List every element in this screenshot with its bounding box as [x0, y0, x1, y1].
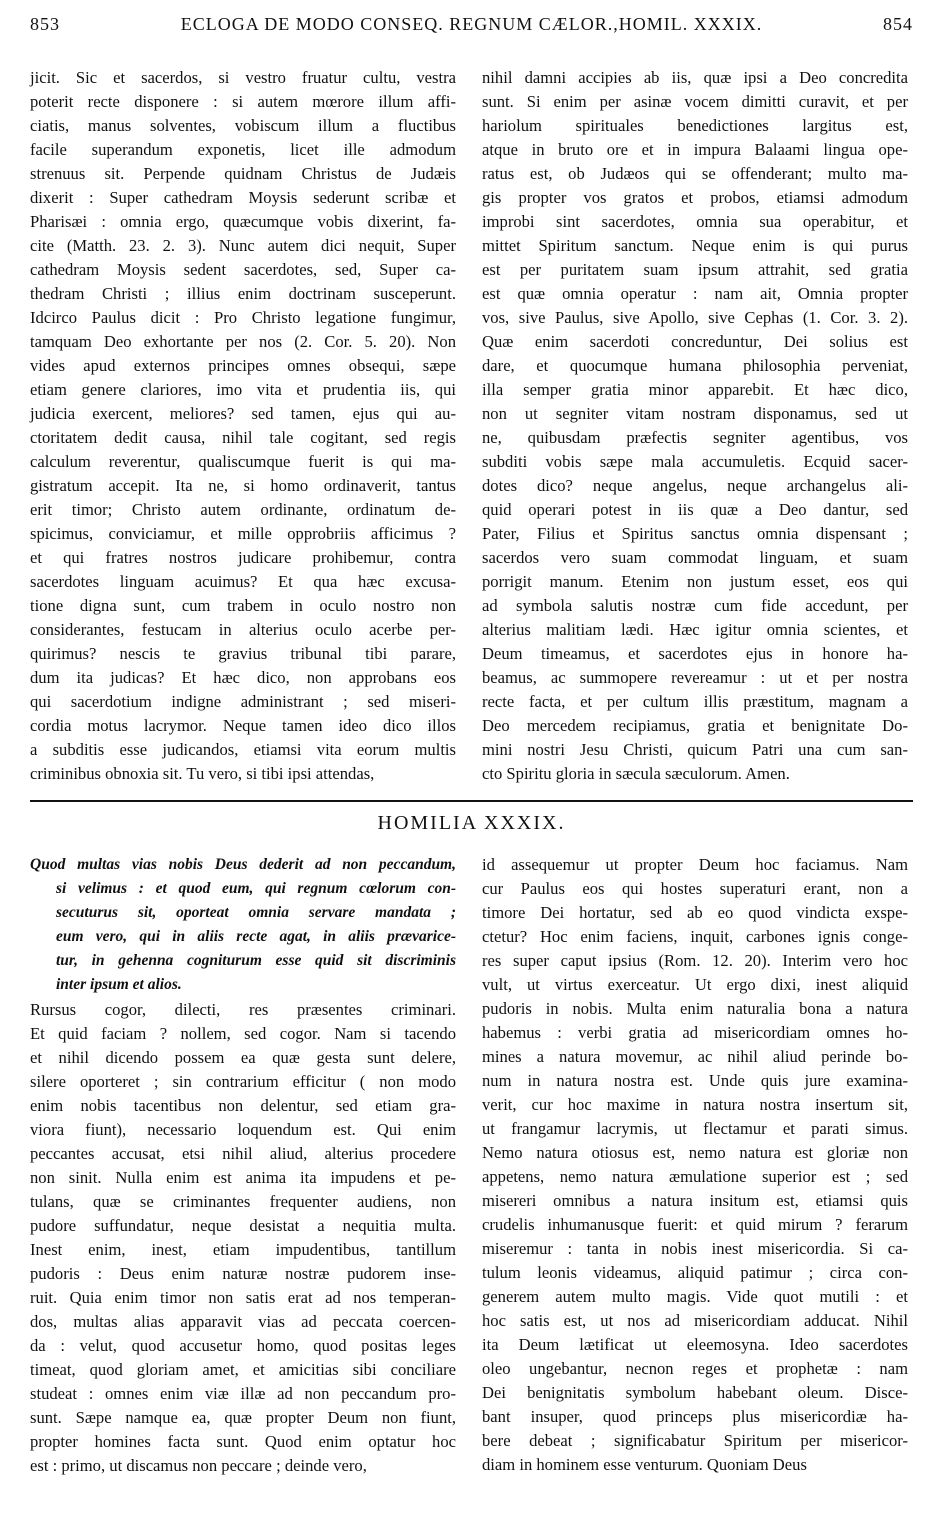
text-line: pudoris in nobis. Multa enim naturalia bona a natura [482, 999, 908, 1018]
homily-title: HOMILIA XXXIX. [377, 812, 566, 834]
running-title: ECLOGA DE MODO CONSEQ. REGNUM CÆLOR.,HOMIL. XXXIX. [180, 14, 763, 34]
text-line: atque in bruto ore et in impura Balaami lingua ope- [482, 140, 908, 159]
text-line: bere debeat ; significabatur Spiritum per misericor- [482, 1431, 908, 1450]
section-divider [30, 800, 913, 802]
text-line: thedram Christi ; illius enim doctrinam susceperunt. [30, 284, 456, 303]
text-line: cathedram Moysis sedent sacerdotes, sed, Super ca- [30, 260, 456, 279]
text-line: quirimus? nescis te gravius tribunal tibi parare, [30, 644, 456, 663]
text-line: dos, multas alias apparavit vias ad peccata coercen- [30, 1312, 456, 1331]
text-line: ctoritatem dedit causa, nihil tale cogitant, sed regis [30, 428, 456, 447]
text-line: est quæ omnia operatur : nam ait, Omnia propter [482, 284, 908, 303]
text-line: ctetur? Hoc enim faciens, inquit, carbones ignis conge- [482, 927, 908, 946]
text-line: dotes dico? neque angelus, neque archangelus ali- [482, 476, 908, 495]
text-line: calculum reverentur, qualiscumque fuerit is qui ma- [30, 452, 456, 471]
running-header [30, 14, 913, 38]
text-line: studeat : omnes enim viæ illæ ad non peccandum pro- [30, 1384, 456, 1403]
text-line: illa semper gratia minor apparebit. Et hæc dico, [482, 380, 908, 399]
text-line: cur Paulus eos qui hostes superaturi erant, non a [482, 879, 908, 898]
text-line: et nihil dicendo possem ea quæ gesta sunt delere, [30, 1048, 456, 1067]
text-line: cordia motus lacrymor. Neque tamen ideo dico illos [30, 716, 456, 735]
text-line: ita Deum lætificat ut eleemosyna. Ideo sacerdotes [482, 1335, 908, 1354]
text-line: Nemo natura otiosus est, nemo natura est gloriæ non [482, 1143, 908, 1162]
text-line: improbi sint sacerdotes, omnia sua operabitur, et [482, 212, 908, 231]
text-line: miseremur : tanta in nobis inest misericordia. Si ca- [482, 1239, 908, 1258]
text-line: est per puritatem suam ipsum attrahit, sed gratia [482, 260, 908, 279]
text-line: gis propter vos gratos et probos, etiamsi admodum [482, 188, 908, 207]
text-line: da : velut, quod accusetur homo, quod positas leges [30, 1336, 456, 1355]
text-line: tione digna sunt, cum trabem in oculo nostro non [30, 596, 456, 615]
text-line: non sinit. Nulla enim est anima ita impudens et pe- [30, 1168, 456, 1187]
text-line: gistratum accepit. Ita ne, si homo ordinaverit, tantus [30, 476, 456, 495]
text-line: spicimus, conviciamur, et mille opprobriis afficimus ? [30, 524, 456, 543]
text-line: crudelis inhumanusque fuerit: et quid mirum ? ferarum [482, 1215, 908, 1234]
text-line: habemus : verbi gratia ad misericordiam omnes ho- [482, 1023, 908, 1042]
text-line: silere oporteret ; sin contrarium efficitur ( non modo [30, 1072, 456, 1091]
text-line: est : primo, ut discamus non peccare ; deinde vero, [30, 1456, 367, 1475]
text-line: etiam genere clariores, imo vita et prudentia iis, qui [30, 380, 456, 399]
text-line: et qui fratres nostros judicare prohibemur, contra [30, 548, 456, 567]
text-line: cto Spiritu gloria in sæcula sæculorum. Amen. [482, 764, 790, 783]
text-line: hoc satis est, ut nos ad misericordiam adducat. Nihil [482, 1311, 908, 1330]
text-line: strenuus sit. Perpende quidnam Christus de Judæis [30, 164, 456, 183]
text-line: tamquam Deo exhortante per nos (2. Cor. 5. 20). Non [30, 332, 456, 351]
text-line: num in natura nostra est. Unde quis jure examina- [482, 1071, 908, 1090]
text-line: Pharisæi : omnia ergo, quæcumque vobis dixerint, fa- [30, 212, 456, 231]
text-line: a subditis esse judicandos, etiamsi vita eorum multis [30, 740, 456, 759]
text-line: tulum leonis videamus, aliquid patimur ; circa con- [482, 1263, 908, 1282]
text-line: sunt. Sæpe namque ea, quæ propter Deum non fiunt, [30, 1408, 456, 1427]
text-line: quid operari potest in iis quæ a Deo dantur, sed [482, 500, 908, 519]
text-line: propter homines facta sunt. Quod enim optatur hoc [30, 1432, 456, 1451]
column-right-top [482, 66, 908, 786]
text-line: peccantes accusat, etsi nihil aliud, alterius procedere [30, 1144, 456, 1163]
text-line: appetens, nemo natura æmulatione superior est ; sed [482, 1167, 908, 1186]
text-line: pudoris : Deus enim naturæ nostræ pudorem inse- [30, 1264, 456, 1283]
text-line: vult, ut virtus exerceatur. Ut ergo dixi, inest aliquid [482, 975, 908, 994]
text-line: diam in hominem esse venturum. Quoniam Deus [482, 1455, 807, 1474]
text-line: Dei benignitatis symbolum habebant oleum. Disce- [482, 1383, 908, 1402]
text-line: viora fiunt), necessario loquendum est. Qui enim [30, 1120, 456, 1139]
page-number-right: 854 [883, 14, 913, 34]
column-left-bottom [30, 998, 456, 1478]
text-line: recte facta, et per cultum illis præstitum, magnam a [482, 692, 908, 711]
text-line: mini nostri Jesu Christi, quicum Patri una cum san- [482, 740, 908, 759]
text-line: vos, sive Paulus, sive Apollo, sive Cephas (1. Cor. 3. 2). [482, 308, 908, 327]
text-line: qui sacerdotium indigne administrant ; sed miseri- [30, 692, 456, 711]
text-line: ratus est, ob Judæos qui se offenderant; multo ma- [482, 164, 908, 183]
text-line: nihil damni accipies ab iis, quæ ipsi a Deo concredita [482, 68, 908, 87]
text-line: verit, cur hoc maxime in natura nostra insertum sit, [482, 1095, 908, 1114]
text-line: misereri omnibus a natura insitum est, etiamsi quis [482, 1191, 908, 1210]
text-line: timore Dei hortatur, sed ab eo quod vindicta exspe- [482, 903, 908, 922]
page-number-left: 853 [30, 14, 60, 34]
text-line: enim nobis tacentibus non delentur, sed etiam gra- [30, 1096, 456, 1115]
text-line: judicia exercent, meliores? sed tamen, ejus qui au- [30, 404, 456, 423]
text-line: inter ipsum et alios. [56, 976, 182, 993]
text-line: non ut segniter vitam nostram disponamus, sed ut [482, 404, 908, 423]
text-line: sacerdotes linguam acuimus? Et qua hæc excusa- [30, 572, 456, 591]
text-line: subditi vobis sæpe mala accumuletis. Ecquid sacer- [482, 452, 908, 471]
text-line: oleo ungebantur, necnon reges et prophetæ : nam [482, 1359, 908, 1378]
text-line: Pater, Filius et Spiritus sanctus omnia dispensant ; [482, 524, 908, 543]
text-line: pudore suffundatur, neque desistat a nequitia multa. [30, 1216, 456, 1235]
text-line: facile superandum exponetis, licet ille admodum [30, 140, 456, 159]
text-line: beamus, ac summopere revereamur : ut et per nostra [482, 668, 908, 687]
text-line: Rursus cogor, dilecti, res præsentes criminari. [30, 1000, 456, 1019]
homily-summary [30, 853, 456, 997]
text-line: mittet Spiritum sanctum. Neque enim is qui purus [482, 236, 908, 255]
text-line: Quæ enim sacerdoti concreduntur, Dei solius est [482, 332, 908, 351]
text-line: tur, in gehenna cogniturum esse quid sit discriminis [56, 952, 456, 969]
text-line: vides apud externos principes omnes obsequi, sæpe [30, 356, 456, 375]
text-line: eum vero, qui in aliis recte agat, in aliis prævarice- [56, 928, 456, 945]
text-line: Idcirco Paulus dicit : Pro Christo legatione fungimur, [30, 308, 456, 327]
text-line: cite (Matth. 23. 2. 3). Nunc autem dici nequit, Super [30, 236, 456, 255]
text-line: id assequemur ut propter Deum hoc faciamus. Nam [482, 855, 908, 874]
column-left-top [30, 66, 456, 786]
text-line: alterius malitiam lædi. Hæc igitur omnia scientes, et [482, 620, 908, 639]
text-line: mines a natura movemur, ac nihil aliud perinde bo- [482, 1047, 908, 1066]
text-line: si velimus : et quod eum, qui regnum cœlorum con- [56, 880, 456, 897]
text-line: res super caput ipsius (Rom. 12. 20). Interim vero hoc [482, 951, 908, 970]
text-line: Deum timeamus, et sacerdotes ejus in honore ha- [482, 644, 908, 663]
text-line: timeat, quod gloriam amet, et amicitias sibi conciliare [30, 1360, 456, 1379]
text-line: secuturus sit, oporteat omnia servare mandata ; [56, 904, 456, 921]
text-line: generem autem multo magis. Vide quot mutili : et [482, 1287, 908, 1306]
text-line: dixerit : Super cathedram Moysis sederunt scribæ et [30, 188, 456, 207]
text-line: ne, quibusdam præfectis segniter agentibus, vos [482, 428, 908, 447]
text-line: bant insuper, quod princeps plus misericordiæ ha- [482, 1407, 908, 1426]
text-line: criminibus obnoxia sit. Tu vero, si tibi ipsi attendas, [30, 764, 375, 783]
text-line: dum ita judicas? Et hæc dico, non approbans eos [30, 668, 456, 687]
text-line: Inest enim, inest, etiam impudentibus, tantillum [30, 1240, 456, 1259]
text-line: tulans, quæ se criminantes frequenter audiens, non [30, 1192, 456, 1211]
text-line: erit timor; Christo autem ordinante, ordinatum de- [30, 500, 456, 519]
text-line: sacerdos vero suam commodat linguam, et suam [482, 548, 908, 567]
text-line: ad symbola salutis nostræ cum fide accedunt, per [482, 596, 908, 615]
text-line: Et quid faciam ? nollem, sed cogor. Nam si tacendo [30, 1024, 456, 1043]
text-line: ut frangamur lacrymis, ut flectamur et parati simus. [482, 1119, 908, 1138]
column-right-bottom [482, 853, 908, 1477]
text-line: poterit recte disponere : si autem mœrore illum affi- [30, 92, 456, 111]
text-line: porrigit manum. Etenim non justum esset, eos qui [482, 572, 908, 591]
text-line: ruit. Quia enim timor non satis erat ad nos temperan- [30, 1288, 456, 1307]
text-line: Quod multas vias nobis Deus dederit ad non peccandum, [30, 856, 456, 873]
text-line: ciatis, manus solventes, vobiscum illum a fluctibus [30, 116, 456, 135]
text-line: dare, et quocumque humana philosophia perveniat, [482, 356, 908, 375]
text-line: hariolum spirituales benedictiones largitus est, [482, 116, 908, 135]
text-line: sunt. Si enim per asinæ vocem dimitti curavit, et per [482, 92, 908, 111]
text-line: Deo mercedem recipiamus, gratia et benignitate Do- [482, 716, 908, 735]
text-line: jicit. Sic et sacerdos, si vestro fruatur cultu, vestra [30, 68, 456, 87]
text-line: considerantes, festucam in alterius oculo acerbe per- [30, 620, 456, 639]
